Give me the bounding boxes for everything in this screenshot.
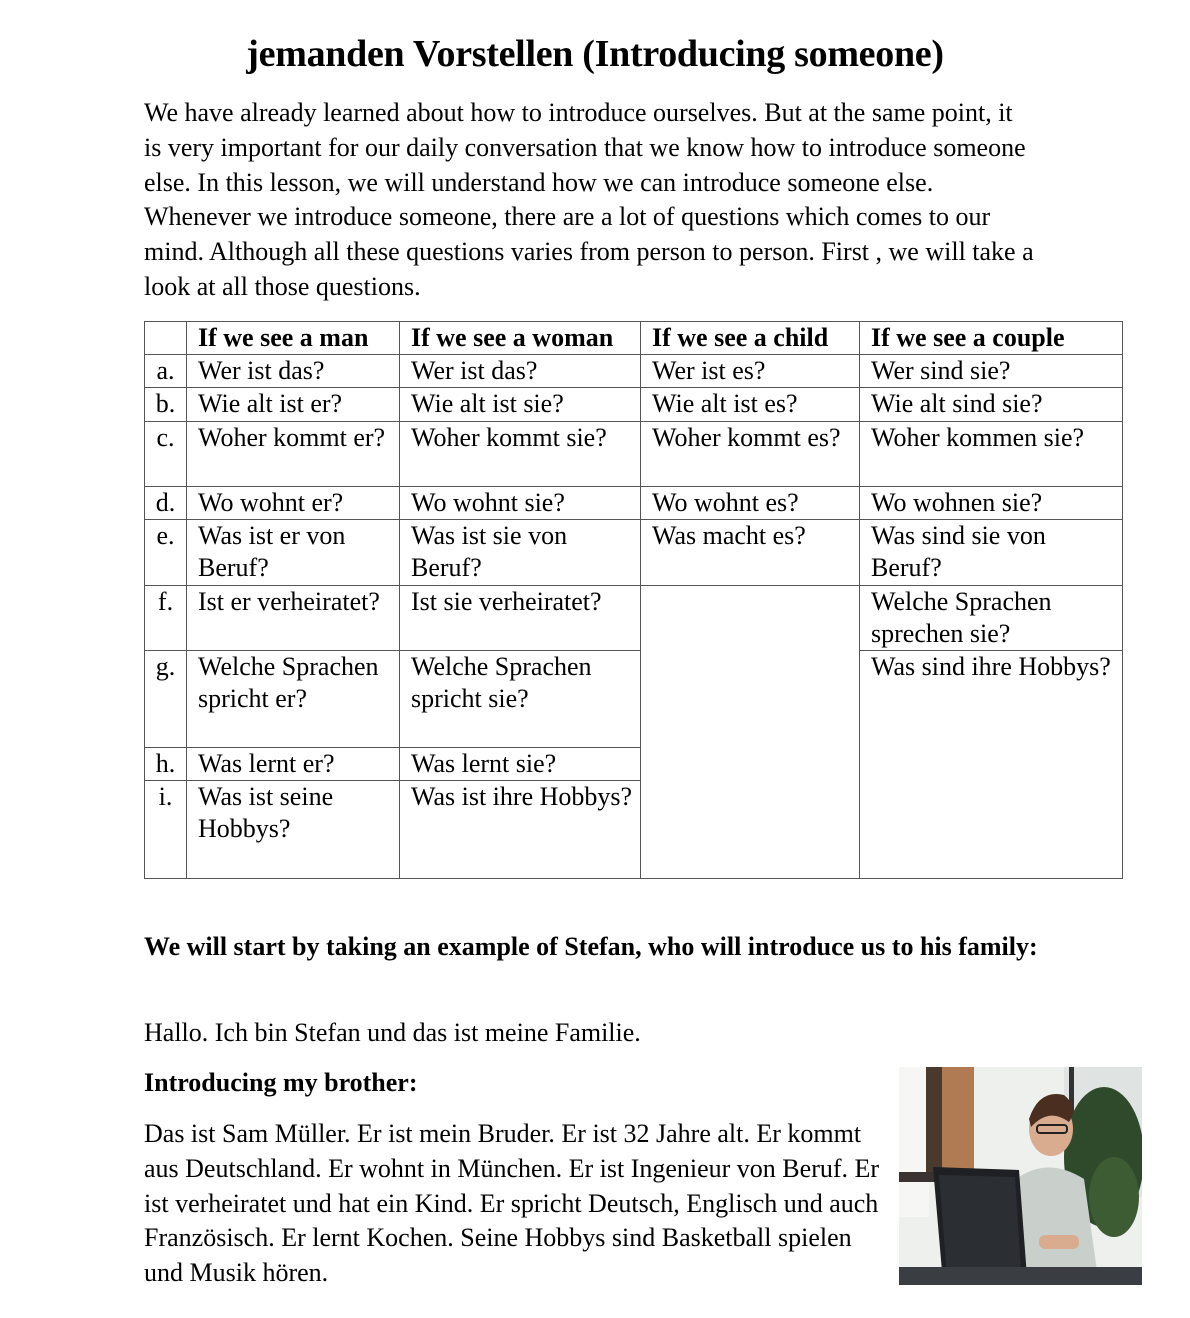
row-label: e.: [145, 520, 187, 586]
cell-child: Woher kommt es?: [641, 422, 860, 487]
cell-man: Was lernt er?: [187, 748, 400, 781]
table-row: [145, 651, 1123, 748]
brother-subheading: Introducing my brother:: [144, 1068, 418, 1097]
cell-woman: Ist sie verheiratet?: [400, 586, 641, 651]
cell-man: Wie alt ist er?: [187, 388, 400, 422]
example-heading: We will start by taking an example of Stefan, who will introduce us to his family:: [144, 932, 1038, 961]
header-couple: If we see a couple: [860, 322, 1123, 355]
cell-couple: Wie alt sind sie?: [860, 388, 1123, 422]
cell-couple: Wo wohnen sie?: [860, 487, 1123, 520]
page-title: jemanden Vorstellen (Introducing someone): [246, 33, 944, 75]
header-man: If we see a man: [187, 322, 400, 355]
table-row: [145, 422, 1123, 487]
cell-woman: Was ist ihre Hobbys?: [400, 781, 641, 879]
cell-woman: Wie alt ist sie?: [400, 388, 641, 422]
table-row: [145, 388, 1123, 422]
header-woman: If we see a woman: [400, 322, 641, 355]
cell-woman: Wer ist das?: [400, 355, 641, 388]
cell-man: Woher kommt er?: [187, 422, 400, 487]
cell-man: Wo wohnt er?: [187, 487, 400, 520]
table-row: [145, 355, 1123, 388]
row-label: h.: [145, 748, 187, 781]
cell-couple: Welche Sprachen sprechen sie?: [860, 586, 1123, 651]
cell-child-empty: [641, 586, 860, 879]
cell-woman: Woher kommt sie?: [400, 422, 641, 487]
cell-couple: Was sind sie von Beruf?: [860, 520, 1123, 586]
cell-woman: Was ist sie von Beruf?: [400, 520, 641, 586]
greeting-text: Hallo. Ich bin Stefan und das ist meine Familie.: [144, 1018, 641, 1047]
cell-woman: Was lernt sie?: [400, 748, 641, 781]
man-with-laptop-photo: [899, 1067, 1142, 1285]
cell-man: Welche Sprachen spricht er?: [187, 651, 400, 748]
cell-couple: Woher kommen sie?: [860, 422, 1123, 487]
cell-child: Wo wohnt es?: [641, 487, 860, 520]
header-child: If we see a child: [641, 322, 860, 355]
row-label: i.: [145, 781, 187, 879]
cell-child: Was macht es?: [641, 520, 860, 586]
cell-man: Was ist seine Hobbys?: [187, 781, 400, 879]
cell-woman: Welche Sprachen spricht sie?: [400, 651, 641, 748]
row-label: d.: [145, 487, 187, 520]
cell-woman: Wo wohnt sie?: [400, 487, 641, 520]
cell-man: Wer ist das?: [187, 355, 400, 388]
questions-table: [144, 321, 1123, 879]
cell-couple: Was sind ihre Hobbys?: [860, 651, 1123, 879]
cell-man: Ist er verheiratet?: [187, 586, 400, 651]
brother-paragraph: Das ist Sam Müller. Er ist mein Bruder. Er ist 32 Jahre alt. Er kommt aus Deutschland. Er wohnt in München. Er ist Ingenieur von Beruf. Er ist verheiratet und hat ein Kind. Er spricht Deutsch, Englisch und auch Französisch. Er lernt Kochen. Seine Hobbys sind Basketball spielen und Musik hören.: [144, 1119, 880, 1288]
photo-illustration: [899, 1067, 1142, 1285]
row-label: g.: [145, 651, 187, 748]
cell-child: Wer ist es?: [641, 355, 860, 388]
row-label: f.: [145, 586, 187, 651]
table-row: [145, 520, 1123, 586]
table-header-row: [145, 322, 1123, 355]
cell-man: Was ist er von Beruf?: [187, 520, 400, 586]
cell-couple: Wer sind sie?: [860, 355, 1123, 388]
cell-child: Wie alt ist es?: [641, 388, 860, 422]
row-label: c.: [145, 422, 187, 487]
table-row: [145, 487, 1123, 520]
table-row: [145, 586, 1123, 651]
row-label: b.: [145, 388, 187, 422]
row-label: a.: [145, 355, 187, 388]
header-blank: [145, 322, 187, 355]
intro-paragraph: We have already learned about how to introduce ourselves. But at the same point, it is very important for our daily conversation that we know how to introduce someone else. In this lesson, we will understand how we can introduce someone else. Whenever we introduce someone, there are a lot of questions which comes to our mind. Although all these questions varies from person to person. First , we will take a look at all those questions.: [144, 98, 1034, 301]
